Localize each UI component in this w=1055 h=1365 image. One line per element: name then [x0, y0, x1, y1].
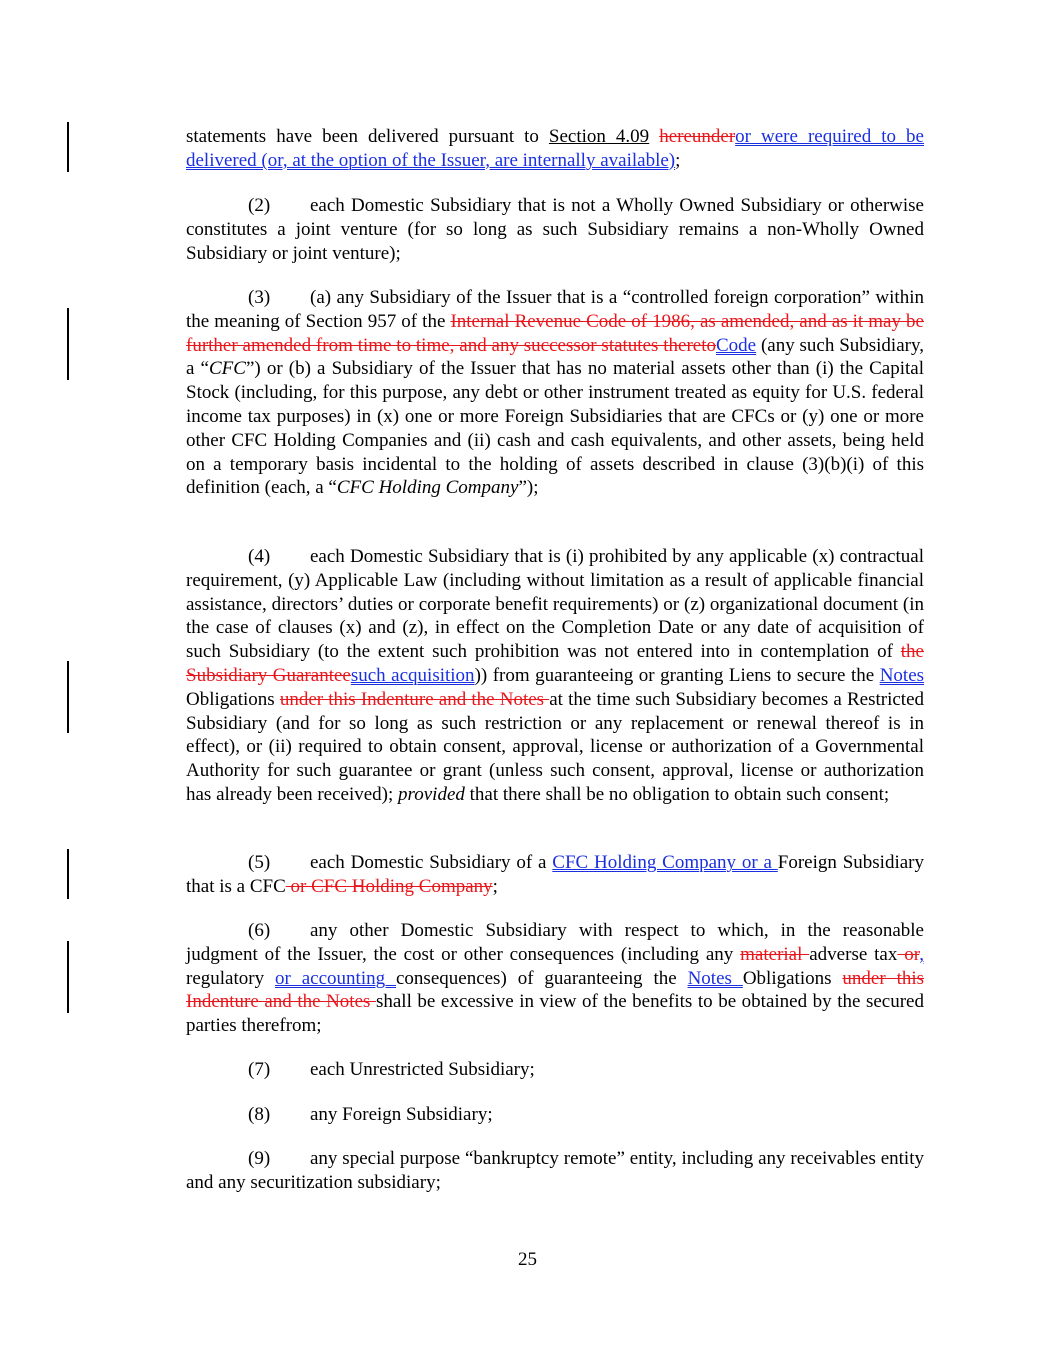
inserted-text: or were required to be delivered (or, at the option of the Issuer, are internally available) [186, 126, 924, 171]
clause-number: (2) [248, 195, 271, 216]
clause-number: (8) [248, 1104, 271, 1125]
clause-text: each Domestic Subsidiary that is not a Wholly Owned Subsidiary or otherwise constitutes a joint venture (for so long as such Subsidiary remains a non-Wholly Owned Subsidiary or joint venture); [186, 195, 924, 264]
deleted-text: under this Indenture and the Notes [279, 688, 550, 710]
text-run: (a) any Subsidiary of the Issuer that is a “controlled foreign corporation” within the meaning of Section 957 of the [186, 287, 924, 332]
text-run: Obligations [186, 688, 280, 710]
deleted-text: the Subsidiary Guarantee [186, 641, 924, 686]
clause-number: (6) [248, 920, 271, 941]
text-run: Foreign Subsidiary that is a CFC [186, 852, 924, 897]
inserted-text: CFC Holding Company or a [552, 852, 778, 873]
clause-9 [186, 1147, 924, 1195]
inserted-text: , [919, 943, 925, 965]
clause-5 [186, 851, 924, 899]
inserted-text: such acquisition [350, 664, 475, 686]
inserted-text: Notes [879, 664, 925, 686]
text-run [649, 126, 659, 147]
clause-text: any Foreign Subsidiary; [310, 1104, 493, 1125]
page-number: 25 [518, 1249, 537, 1270]
text-run: that there shall be no obligation to obtain such consent; [464, 783, 890, 805]
clause-number: (5) [248, 852, 271, 873]
clause-7 [186, 1058, 924, 1082]
text-run: each Domestic Subsidiary of a [310, 852, 553, 873]
text-run: Obligations [742, 967, 843, 989]
deleted-text: hereunder [659, 126, 736, 147]
emphasis: provided [398, 783, 465, 805]
text-run: each Domestic Subsidiary that is (i) prohibited by any applicable (x) contractual requirement, (y) Applicable Law (including without limitation as a result of applicable financial assistance, directors’ duties or corporate benefit requirements) or (z) organizational document (in the case of clauses (x) and (z), in effect on the Completion Date or any date of acquisition of such Subsidiary (to the extent such prohibition was not entered into in contemplation of [186, 546, 924, 663]
section-reference: Section 4.09 [548, 126, 650, 147]
change-bar [67, 941, 69, 1013]
change-bar [67, 661, 69, 733]
clause-text: any special purpose “bankruptcy remote” entity, including any receivables entity and any securitization subsidiary; [186, 1148, 924, 1193]
clause-6 [186, 919, 924, 1038]
clause-number: (7) [248, 1059, 271, 1080]
text-run: any other Domestic Subsidiary with respect to which, in the reasonable judgment of the Issuer, the cost or other consequences (including any [186, 920, 924, 965]
deleted-text: or [897, 943, 920, 965]
deleted-text: or CFC Holding Company [285, 875, 493, 897]
text-run: at the time such Subsidiary becomes a Restricted Subsidiary (and for so long as such restriction or any replacement or renewal thereof is in effect), or (ii) required to obtain consent, approval, license or authorization of a Governmental Authority for such guarantee or grant (unless such consent, approval, license or authorization has already been received); [186, 688, 925, 805]
clause-number: (9) [248, 1148, 271, 1169]
defined-term: CFC Holding Company [336, 477, 519, 499]
text-run: ; [492, 875, 498, 897]
change-bar [67, 849, 69, 899]
text-run: shall be excessive in view of the benefits to be obtained by the secured parties therefrom; [186, 991, 924, 1037]
text-run: (any such Subsidiary, a “ [186, 334, 924, 380]
deleted-text: material [740, 943, 810, 965]
text-run: ”); [518, 477, 539, 499]
text-run: ”) or (b) a Subsidiary of the Issuer that has no material assets other than (i) the Capital Stock (including, for this purpose, any debt or other instrument treated as equity for U.S. federal income tax purposes) in (x) one or more Foreign Subsidiaries that are CFCs or (y) one or more other CFC Holding Companies and (ii) cash and cash equivalents, and other assets, being held on a temporary basis incidental to the holding of assets described in clause (3)(b)(i) of this definition (each, a “ [186, 358, 925, 499]
inserted-text: Notes [687, 967, 743, 989]
text-run: ; [675, 149, 681, 171]
text-run: statements have been delivered pursuant to [186, 126, 549, 147]
deleted-text: Internal Revenue Code of 1986, as amended, and as it may be further amended from time to time, and any successor statutes thereto [186, 310, 924, 356]
clause-number: (4) [248, 546, 271, 567]
text-run: consequences) of guaranteeing the [396, 967, 688, 989]
clause-3 [186, 286, 924, 500]
text-run: regulatory [186, 967, 275, 989]
clause-2 [186, 194, 924, 265]
clause-number: (3) [248, 287, 271, 308]
inserted-text: Code [716, 334, 757, 356]
change-bar [67, 308, 69, 380]
inserted-text: or accounting [275, 967, 396, 989]
deleted-text: under this Indenture and the Notes [186, 967, 925, 1013]
clause-text: each Unrestricted Subsidiary; [310, 1059, 535, 1080]
paragraph-continuation [186, 125, 924, 173]
defined-term: CFC [209, 358, 246, 380]
change-bar [67, 122, 69, 172]
clause-4 [186, 545, 924, 807]
clause-8 [186, 1103, 924, 1127]
text-run: )) from guaranteeing or granting Liens to secure the [474, 664, 880, 686]
text-run: adverse tax [809, 943, 898, 965]
